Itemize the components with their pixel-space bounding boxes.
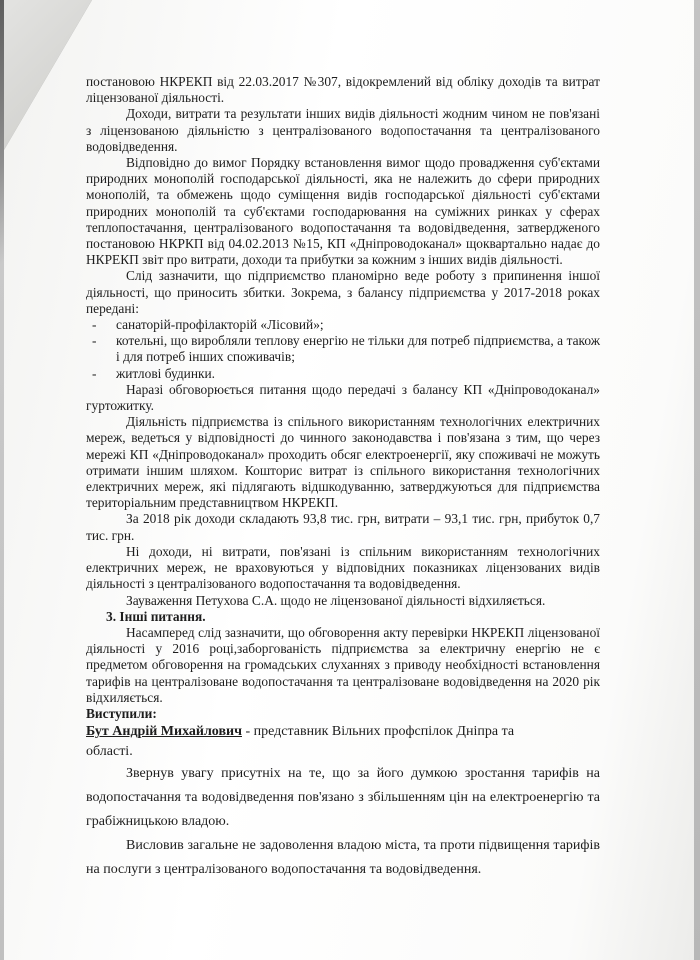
list-item-text: котельні, що виробляли теплову енергію не тільки для потреб підприємства, а також і для потреб інших споживачів; [116,333,600,365]
paragraph-5: Наразі обговорюється питання щодо передачі з балансу КП «Дніпроводоканал» гуртожитку. [86,381,600,414]
section-heading-3: 3. Інші питання. [106,608,206,624]
list-marker: - [92,333,97,349]
speakers-heading: Виступили: [86,705,157,721]
list-item-text: санаторій-профілакторій «Лісовий»; [116,317,324,333]
paragraph-4: Слід зазначити, що підприємство планомірно веде роботу з припинення іншої діяльності, що приносить збитки. Зокрема, з балансу підприємства у 2017-2018 роках передані: [86,268,600,316]
paragraph-9: Зауваження Петухова С.А. щодо не ліцензованої діяльності відхиляється. [126,592,546,608]
paragraph-6: Діяльність підприємства із спільного використанням технологічних електричних мереж, ведеться у відповідності до чинного законодавства і пов'язана з тим, що через мережі КП «Дніпроводоканал» проходить обсяг електроенергії, яку споживачі не можуть отримати іншим шляхом. Кошторис витрат із спільного використання технологічних електричних мереж, які підлягають відшкодуванню, затверджуються для підприємства територіальним представництвом НКРЕКП. [86,414,600,511]
paragraph-11: Звернув увагу присутніх на те, що за його думкою зростання тарифів на водопостачання та водовідведення пов'язано з збільшенням цін на електроенергію та грабіжницькою владою. [86,766,600,830]
paragraph-2: Доходи, витрати та результати інших видів діяльності жодним чином не пов'язані з ліцензованою діяльністю з централізованого водопостачання та централізованого водовідведення. [86,106,600,154]
list-item [86,366,600,382]
paragraph-8: Ні доходи, ні витрати, пов'язані із спільним використанням технологічних електричних мереж, не враховуються у відповідних показниках ліцензованих видів діяльності з централізованого водопостачання та водовідведення. [86,543,600,592]
list-item [86,317,600,333]
speaker-role: - представник Вільних профспілок Дніпра та [241,724,515,740]
list-marker: - [92,365,97,381]
paragraph-3: Відповідно до вимог Порядку встановлення вимог щодо провадження суб'єктами природних монополій господарської діяльності, яка не належить до сфери природних монополій, та обмежень щодо суміщення видів господарської діяльності суб'єктами природних монополій та суб'єктами господарювання на суміжних ринках у сферах теплопостачання, централізованого водопостачання та водовідведення, затвердженого постановою НКРКП від 04.02.2013 №15, КП «Дніпроводоканал» щоквартально надає до НКРЕКП звіт про витрати, доходи та прибутки за кожним з інших видів діяльності. [86,155,600,268]
list-item [86,333,600,365]
paragraph-7: За 2018 рік доходи складають 93,8 тис. грн, витрати – 93,1 тис. грн, прибуток 0,7 тис. грн. [86,511,600,543]
document-body [86,74,600,882]
paragraph-10: Насамперед слід зазначити, що обговорення акту перевірки НКРЕКП ліцензованої діяльності у 2016 році,заборгованість підприємства за електричну енергію не є предметом обговорення на громадських слуханнях з приводу необхідності встановлення тарифів на централізоване водопостачання та централізоване водовідведення на 2020 рік відхиляється. [86,624,600,705]
speaker-name: Бут Андрій Михайлович [86,724,242,740]
speaker-line [86,722,600,742]
list-marker: - [92,317,97,333]
paragraph-12: Висловив загальне не задоволення владою міста, та проти підвищення тарифів на послуги з централізованого водопостачання та водовідведення. [86,838,600,878]
list-item-text: житлові будинки. [116,365,216,381]
speaker-role-continued: області. [86,744,133,760]
paragraph-1: постановою НКРЕКП від 22.03.2017 №307, відокремлений від обліку доходів та витрат ліцензованої діяльності. [86,74,600,106]
